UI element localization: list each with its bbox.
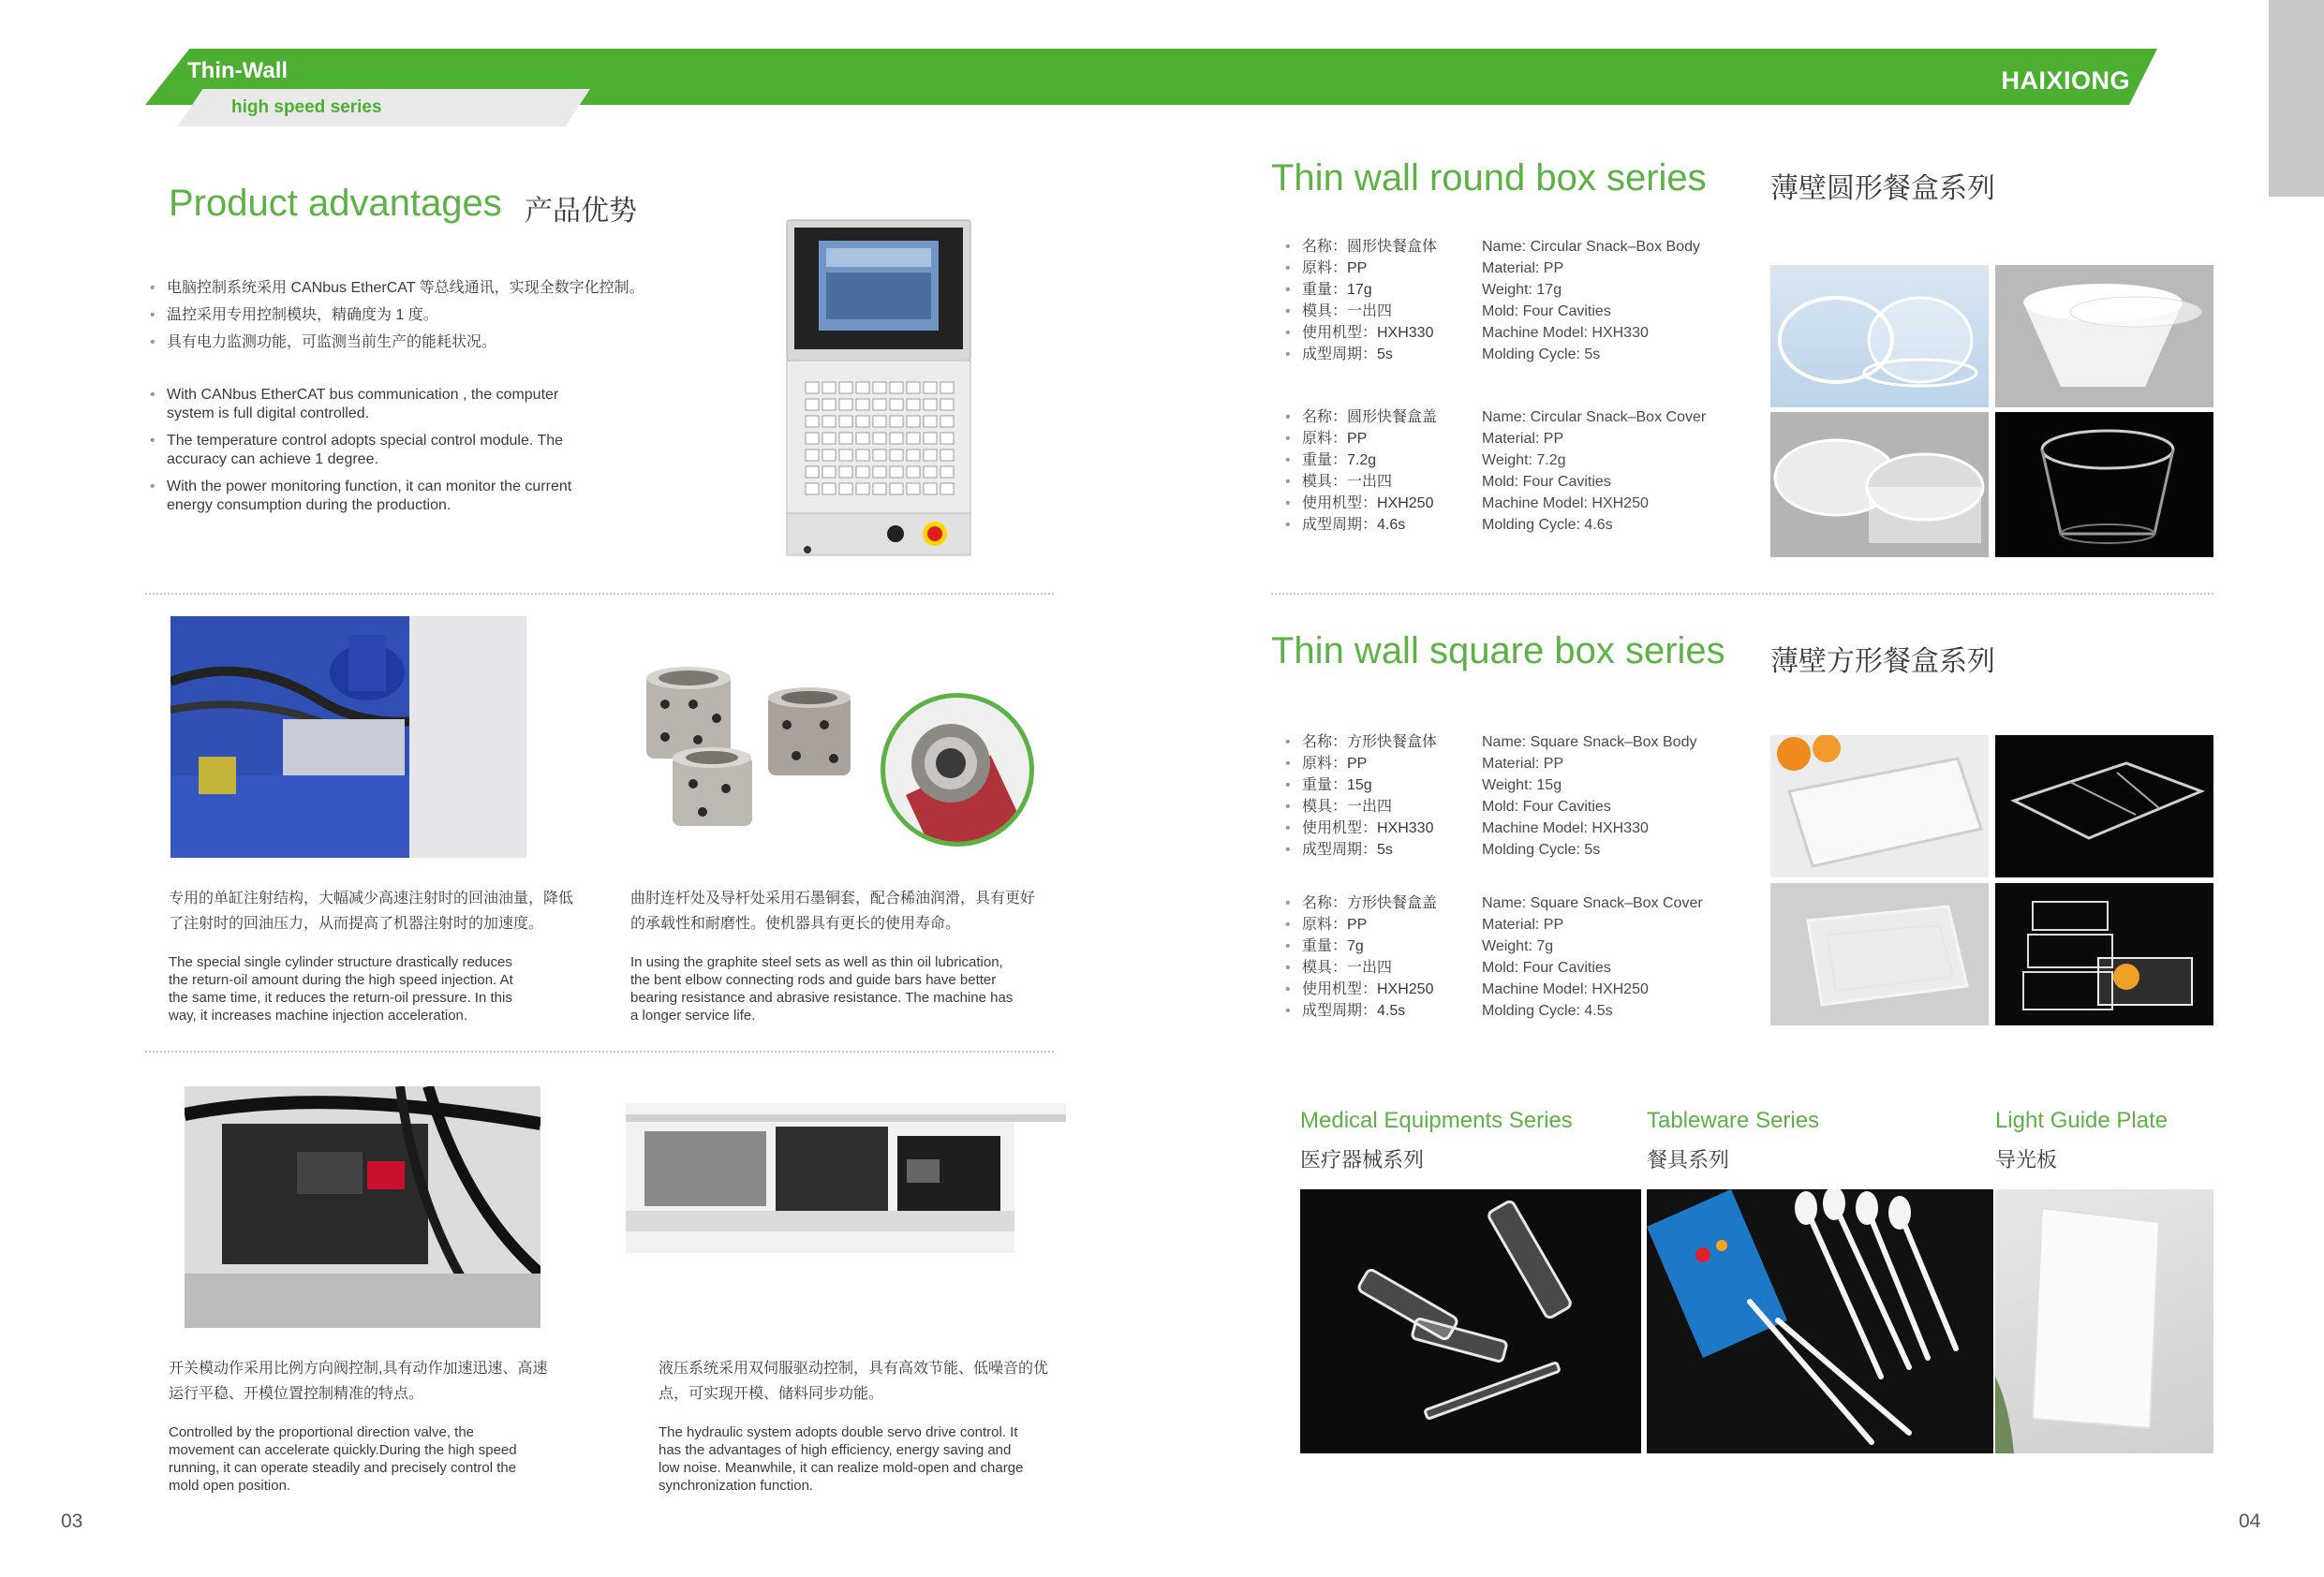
round-series-title: Thin wall round box series <box>1271 157 1707 199</box>
divider <box>145 1051 1054 1053</box>
list-item: • 电脑控制系统采用 CANbus EtherCAT 等总线通讯，实现全数字化控制。 <box>150 279 731 298</box>
spec-value: Machine Model: HXH330 <box>1482 325 1649 341</box>
spec-label: • 使用机型：HXH330 <box>1285 818 1482 839</box>
round-box-photo <box>1770 265 1989 407</box>
graphite-bushing-image <box>646 667 862 835</box>
control-panel-image <box>785 218 972 574</box>
spec-label: • 成型周期：5s <box>1285 344 1482 365</box>
series-subtitle: high speed series <box>231 97 382 117</box>
spec-value: Molding Cycle: 5s <box>1482 346 1601 362</box>
category-title-cn: 医疗器械系列 <box>1300 1148 1425 1172</box>
spec-label: • 使用机型：HXH250 <box>1285 493 1482 514</box>
spec-value: Machine Model: HXH330 <box>1482 820 1649 836</box>
round-box-photo <box>1995 412 2213 557</box>
round-box-photo <box>1770 412 1989 557</box>
page-edge-tab <box>2269 0 2324 197</box>
advantages-cn-list <box>150 279 731 361</box>
square-series-title-cn: 薄壁方形餐盒系列 <box>1770 646 1995 677</box>
round-cover-specs <box>1285 406 1706 536</box>
spec-value: Mold: Four Cavities <box>1482 799 1611 815</box>
valve-image <box>185 1086 540 1328</box>
spec-value: Weight: 17g <box>1482 282 1562 298</box>
spec-label: • 成型周期：4.6s <box>1285 514 1482 536</box>
series-title: Thin-Wall <box>187 58 289 83</box>
category-title-cn: 餐具系列 <box>1647 1148 1730 1172</box>
bushing-closeup-image <box>881 693 1034 847</box>
tableware-image <box>1647 1189 1993 1453</box>
spec-label: • 原料：PP <box>1285 914 1482 936</box>
round-box-photo <box>1995 265 2213 407</box>
servo-text-en: The hydraulic system adopts double servo drive control. It has the advantages of high efficiency, energy saving and low noise. Meanwhile, it can realize mold-open and charge synchronization function. <box>659 1424 1024 1494</box>
spec-label: • 模具：一出四 <box>1285 957 1482 979</box>
spec-value: Weight: 15g <box>1482 777 1562 793</box>
page-number-right: 04 <box>2239 1511 2261 1532</box>
spec-label: • 重量：7g <box>1285 936 1482 957</box>
spec-value: Name: Square Snack–Box Cover <box>1482 895 1703 911</box>
category-title: Medical Equipments Series <box>1300 1108 1573 1133</box>
spec-value: Mold: Four Cavities <box>1482 474 1611 490</box>
square-box-photo <box>1770 883 1989 1025</box>
spec-value: Material: PP <box>1482 917 1564 933</box>
spec-label: • 名称：圆形快餐盒体 <box>1285 236 1482 258</box>
spec-value: Machine Model: HXH250 <box>1482 495 1649 511</box>
spec-value: Weight: 7g <box>1482 938 1554 954</box>
spec-label: • 模具：一出四 <box>1285 796 1482 818</box>
spec-value: Name: Square Snack–Box Body <box>1482 734 1697 750</box>
injection-unit-image <box>170 616 526 858</box>
spec-value: Molding Cycle: 4.5s <box>1482 1003 1613 1019</box>
round-series-title-cn: 薄壁圆形餐盒系列 <box>1770 173 1995 204</box>
advantages-title-cn: 产品优势 <box>525 196 637 227</box>
list-item: • 温控采用专用控制模块，精确度为 1 度。 <box>150 306 731 325</box>
square-box-photo <box>1995 883 2213 1025</box>
spec-value: Machine Model: HXH250 <box>1482 981 1649 997</box>
square-series-title: Thin wall square box series <box>1271 630 1725 671</box>
spec-value: Name: Circular Snack–Box Body <box>1482 239 1700 255</box>
spec-label: • 名称：方形快餐盒盖 <box>1285 892 1482 914</box>
spec-label: • 名称：圆形快餐盒盖 <box>1285 406 1482 428</box>
divider <box>1271 593 2213 595</box>
list-item: • The temperature control adopts special control module. The accuracy can achieve 1 degree. <box>150 432 590 469</box>
category-title-cn: 导光板 <box>1995 1148 2058 1172</box>
injection-text-en: The special single cylinder structure drastically reduces the return-oil amount during the high speed injection. At the same time, it reduces the return-oil pressure. In this way, it increases machine injection acceleration. <box>169 954 513 1024</box>
spec-value: Name: Circular Snack–Box Cover <box>1482 409 1707 425</box>
spec-value: Mold: Four Cavities <box>1482 303 1611 319</box>
light-guide-plate-image <box>1995 1189 2213 1453</box>
divider <box>145 593 1054 595</box>
spec-value: Weight: 7.2g <box>1482 452 1566 468</box>
spec-label: • 重量：15g <box>1285 774 1482 796</box>
list-item: • With the power monitoring function, it can monitor the current energy consumption during the production. <box>150 478 590 515</box>
category-title: Tableware Series <box>1647 1108 1820 1133</box>
spec-label: • 模具：一出四 <box>1285 301 1482 322</box>
spec-label: • 模具：一出四 <box>1285 471 1482 493</box>
spec-label: • 重量：17g <box>1285 279 1482 301</box>
page-number-left: 03 <box>61 1511 83 1532</box>
spec-value: Material: PP <box>1482 431 1564 447</box>
list-item: • 具有电力监测功能，可监测当前生产的能耗状况。 <box>150 333 731 352</box>
injection-text-cn: 专用的单缸注射结构，大幅减少高速注射时的回油油量，降低了注射时的回油压力，从而提高了机器注射时的加速度。 <box>169 891 574 932</box>
spec-value: Material: PP <box>1482 756 1564 772</box>
advantages-en-list <box>150 386 590 523</box>
valve-text-cn: 开关模动作采用比例方向阀控制,具有动作加速迅速、高速运行平稳、开模位置控制精准的特点。 <box>169 1361 548 1402</box>
spec-value: Molding Cycle: 5s <box>1482 842 1601 858</box>
spec-label: • 名称：方形快餐盒体 <box>1285 731 1482 753</box>
spec-value: Mold: Four Cavities <box>1482 960 1611 976</box>
square-box-photo <box>1770 735 1989 877</box>
square-body-specs <box>1285 731 1696 861</box>
advantages-title: Product advantages <box>169 183 502 224</box>
spec-label: • 使用机型：HXH330 <box>1285 322 1482 344</box>
servo-motor-image <box>626 1103 1066 1253</box>
square-box-photo <box>1995 735 2213 877</box>
spec-label: • 成型周期：5s <box>1285 839 1482 861</box>
spec-label: • 成型周期：4.5s <box>1285 1000 1482 1022</box>
spec-label: • 原料：PP <box>1285 753 1482 774</box>
spec-value: Material: PP <box>1482 260 1564 276</box>
square-cover-specs <box>1285 892 1703 1022</box>
category-title: Light Guide Plate <box>1995 1108 2169 1133</box>
list-item: • With CANbus EtherCAT bus communication , the computer system is full digital controlled. <box>150 386 590 423</box>
spec-label: • 使用机型：HXH250 <box>1285 979 1482 1000</box>
brand-name: HAIXIONG <box>2001 66 2130 95</box>
medical-syringe-image <box>1300 1189 1641 1453</box>
graphite-text-en: In using the graphite steel sets as well as thin oil lubrication, the bent elbow connecting rods and guide bars have better bearing resistance and abrasive resistance. The machine has a longer service life. <box>630 954 1014 1024</box>
round-body-specs <box>1285 236 1700 365</box>
spec-label: • 原料：PP <box>1285 258 1482 279</box>
spec-label: • 原料：PP <box>1285 428 1482 450</box>
valve-text-en: Controlled by the proportional direction valve, the movement can accelerate quickly.During the high speed running, it can operate steadily and precisely control the mold open position. <box>169 1424 517 1494</box>
servo-text-cn: 液压系统采用双伺服驱动控制，具有高效节能、低噪音的优点，可实现开模、储料同步功能。 <box>659 1361 1049 1402</box>
spec-value: Molding Cycle: 4.6s <box>1482 517 1613 533</box>
graphite-text-cn: 曲肘连杆处及导杆处采用石墨铜套，配合稀油润滑，具有更好的承载性和耐磨性。使机器具有更长的使用寿命。 <box>630 891 1036 932</box>
spec-label: • 重量：7.2g <box>1285 450 1482 471</box>
